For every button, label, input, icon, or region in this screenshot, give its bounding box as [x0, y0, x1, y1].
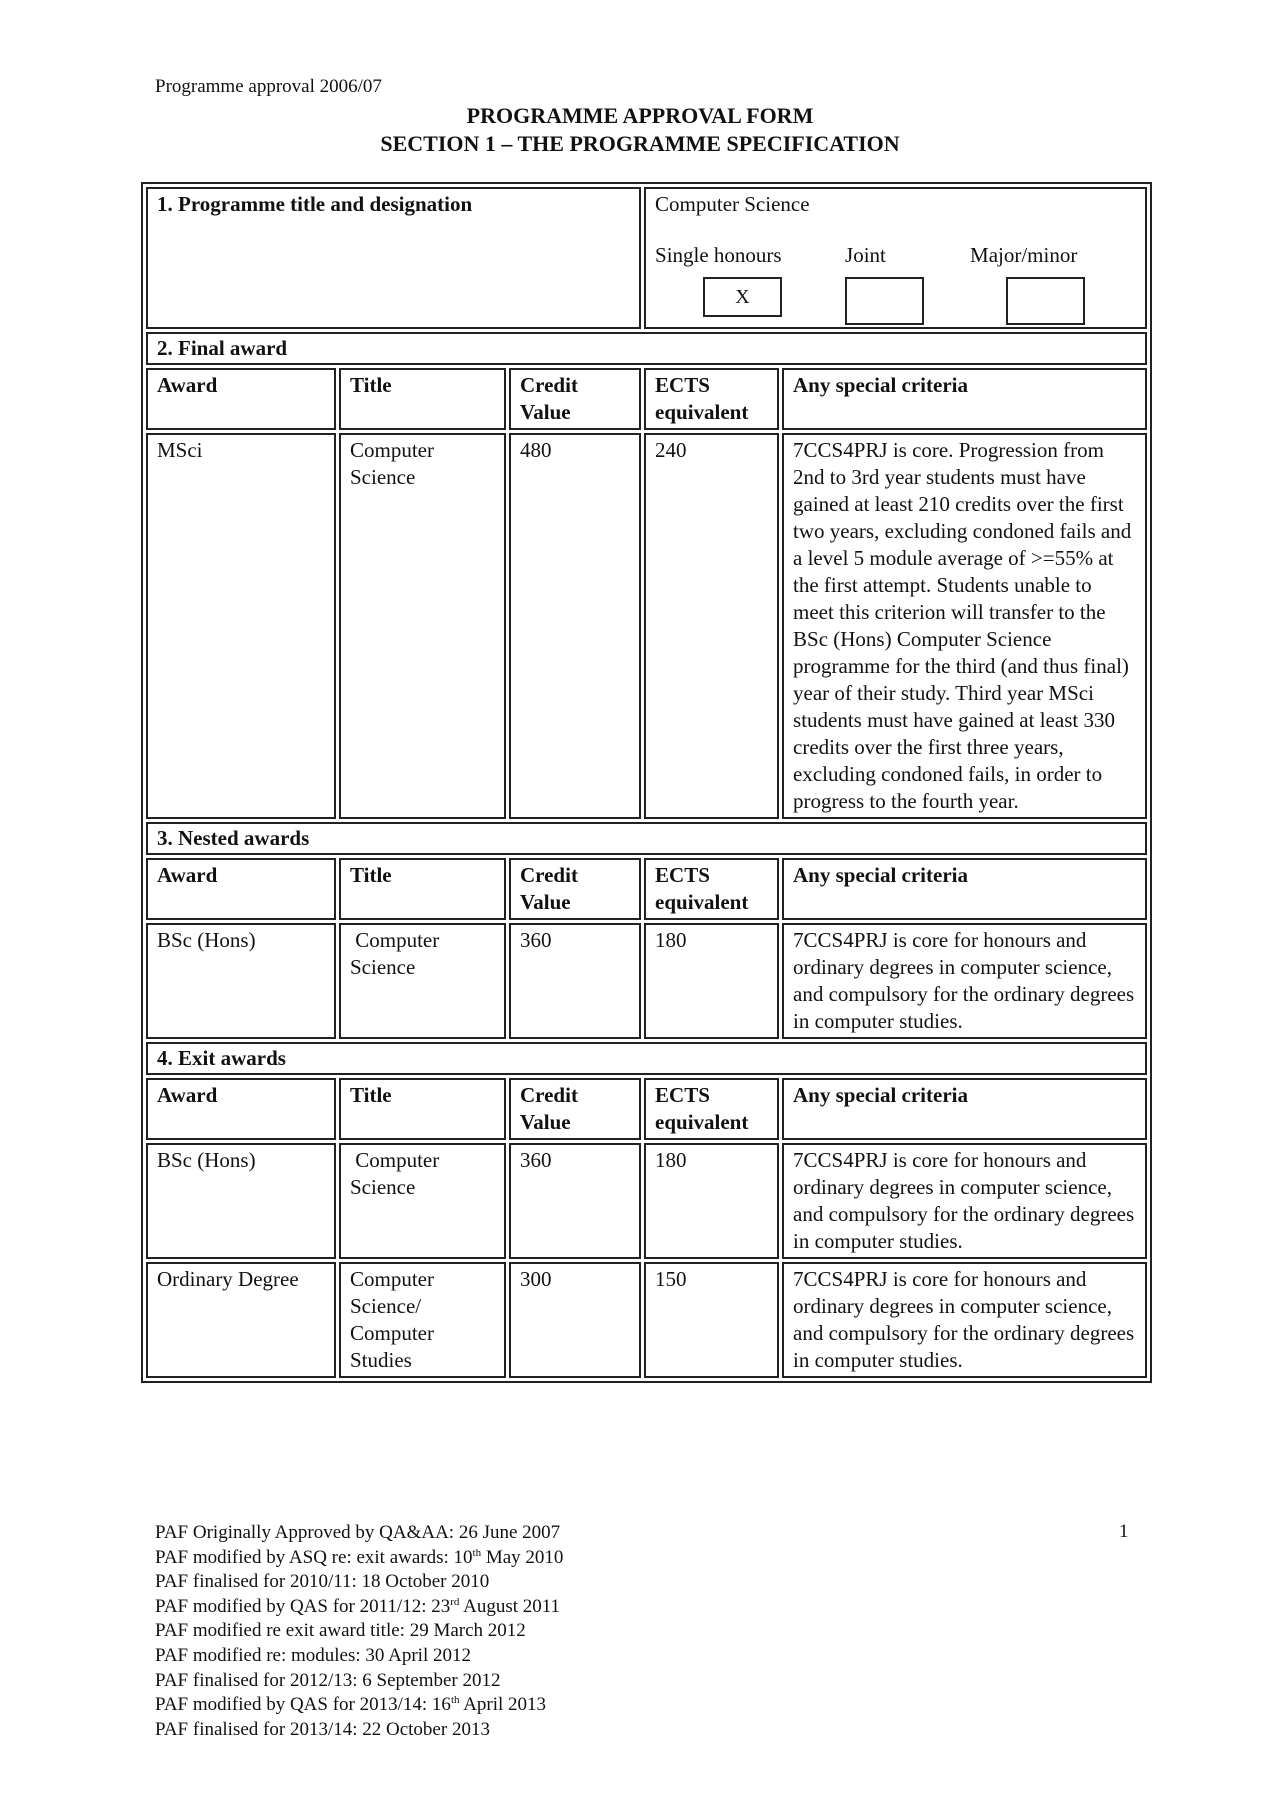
revision-ordinal: th [472, 1546, 482, 1559]
credit-cell: 300 [509, 1262, 641, 1378]
designation-cell [644, 187, 1147, 329]
single-honours-checkbox[interactable]: X [703, 277, 782, 317]
header-title: Title [339, 858, 506, 920]
revision-text-tail: April 2013 [459, 1694, 547, 1716]
ects-cell: 150 [644, 1262, 779, 1378]
revision-ordinal: th [450, 1694, 460, 1707]
header-award: Award [146, 1078, 336, 1140]
revision-line [155, 1644, 563, 1669]
header-ects: ECTS equivalent [644, 1078, 779, 1140]
section-1-row [146, 187, 1147, 329]
revision-text: PAF modified re: modules: 30 April 2012 [155, 1644, 471, 1666]
column-header-row [146, 368, 1147, 430]
credit-cell: 480 [509, 433, 641, 819]
table-row [146, 923, 1147, 1039]
revision-line [155, 1521, 563, 1546]
revision-line [155, 1595, 563, 1620]
form-title: PROGRAMME APPROVAL FORM [466, 103, 814, 128]
revision-text-tail: August 2011 [459, 1595, 561, 1617]
programme-name: Computer Science [655, 192, 810, 216]
header-ects: ECTS equivalent [644, 858, 779, 920]
revision-line [155, 1693, 563, 1718]
credit-cell: 360 [509, 1143, 641, 1259]
table-row [146, 1262, 1147, 1378]
section-1-label: 1. Programme title and designation [157, 192, 473, 216]
section-3-row [146, 822, 1147, 855]
header-award: Award [146, 858, 336, 920]
header-credit: Credit Value [509, 1078, 641, 1140]
major-minor-checkbox[interactable] [1006, 277, 1085, 325]
section-4-row [146, 1042, 1147, 1075]
option-single-honours [655, 242, 845, 325]
section-2-row [146, 332, 1147, 365]
revision-text: PAF finalised for 2012/13: 6 September 2012 [155, 1669, 501, 1691]
header-ects: ECTS equivalent [644, 368, 779, 430]
revision-text: PAF modified by QAS for 2013/14: 16 [155, 1694, 451, 1716]
table-row [146, 1143, 1147, 1259]
running-head: Programme approval 2006/07 [155, 76, 382, 97]
criteria-cell: 7CCS4PRJ is core. Progression from 2nd to 3rd year students must have gained at least 210 credits over the first two years, excluding condoned fails and a level 5 module average of >=55% at the first attempt. Students unable to meet this criterion will transfer to the BSc (Hons) Computer Science programme for the third (and thus final) year of their study. Third year MSci students must have gained at least 330 credits over the first three years, excluding condoned fails, in order to progress to the fourth year. [782, 433, 1147, 819]
option-major-minor [970, 242, 1110, 325]
ects-cell: 180 [644, 923, 779, 1039]
header-criteria: Any special criteria [782, 858, 1147, 920]
award-cell: BSc (Hons) [146, 923, 336, 1039]
option-joint [845, 242, 970, 325]
ects-cell: 240 [644, 433, 779, 819]
revision-ordinal: rd [450, 1595, 460, 1608]
revision-line [155, 1669, 563, 1694]
criteria-cell: 7CCS4PRJ is core for honours and ordinary degrees in computer science, and compulsory for the ordinary degrees in computer studies. [782, 1262, 1147, 1378]
programme-specification-table [141, 182, 1152, 1383]
header-credit: Credit Value [509, 368, 641, 430]
criteria-cell: 7CCS4PRJ is core for honours and ordinary degrees in computer science, and compulsory for the ordinary degrees in computer studies. [782, 923, 1147, 1039]
option-label: Joint [845, 243, 886, 267]
section-label: 3. Nested awards [146, 822, 1147, 855]
revision-text: PAF Originally Approved by QA&AA: 26 June 2007 [155, 1522, 561, 1543]
title-cell: Computer Science [339, 433, 506, 819]
title-cell: Computer Science [339, 1143, 506, 1259]
designation-options [655, 242, 1136, 325]
column-header-row [146, 858, 1147, 920]
revision-line [155, 1619, 563, 1644]
revision-line [155, 1546, 563, 1571]
credit-cell: 360 [509, 923, 641, 1039]
revision-line [155, 1570, 563, 1595]
section-label: 2. Final award [146, 332, 1147, 365]
ects-cell: 180 [644, 1143, 779, 1259]
table-row [146, 433, 1147, 819]
section-title: SECTION 1 – THE PROGRAMME SPECIFICATION [380, 131, 900, 156]
revision-text: PAF modified by QAS for 2011/12: 23 [155, 1595, 451, 1617]
title-cell: Computer Science [339, 923, 506, 1039]
header-credit: Credit Value [509, 858, 641, 920]
section-label: 4. Exit awards [146, 1042, 1147, 1075]
title-cell: Computer Science/ Computer Studies [339, 1262, 506, 1378]
revision-text: PAF modified re exit award title: 29 March 2012 [155, 1620, 526, 1642]
header-criteria: Any special criteria [782, 368, 1147, 430]
award-cell: BSc (Hons) [146, 1143, 336, 1259]
option-label: Single honours [655, 243, 782, 267]
header-criteria: Any special criteria [782, 1078, 1147, 1140]
award-cell: Ordinary Degree [146, 1262, 336, 1378]
criteria-cell: 7CCS4PRJ is core for honours and ordinary degrees in computer science, and compulsory for the ordinary degrees in computer studies. [782, 1143, 1147, 1259]
header-title: Title [339, 1078, 506, 1140]
revision-text-tail: May 2010 [481, 1546, 564, 1568]
column-header-row [146, 1078, 1147, 1140]
section-1-label-cell [146, 187, 641, 329]
revision-history [155, 1521, 563, 1742]
revision-text: PAF finalised for 2010/11: 18 October 2010 [155, 1571, 490, 1593]
award-cell: MSci [146, 433, 336, 819]
revision-text: PAF modified by ASQ re: exit awards: 10 [155, 1546, 473, 1568]
header-title: Title [339, 368, 506, 430]
revision-text: PAF finalised for 2013/14: 22 October 2013 [155, 1718, 490, 1740]
option-label: Major/minor [970, 243, 1078, 267]
revision-line [155, 1718, 563, 1743]
page-number: 1 [1119, 1521, 1129, 1542]
header-award: Award [146, 368, 336, 430]
joint-checkbox[interactable] [845, 277, 924, 325]
